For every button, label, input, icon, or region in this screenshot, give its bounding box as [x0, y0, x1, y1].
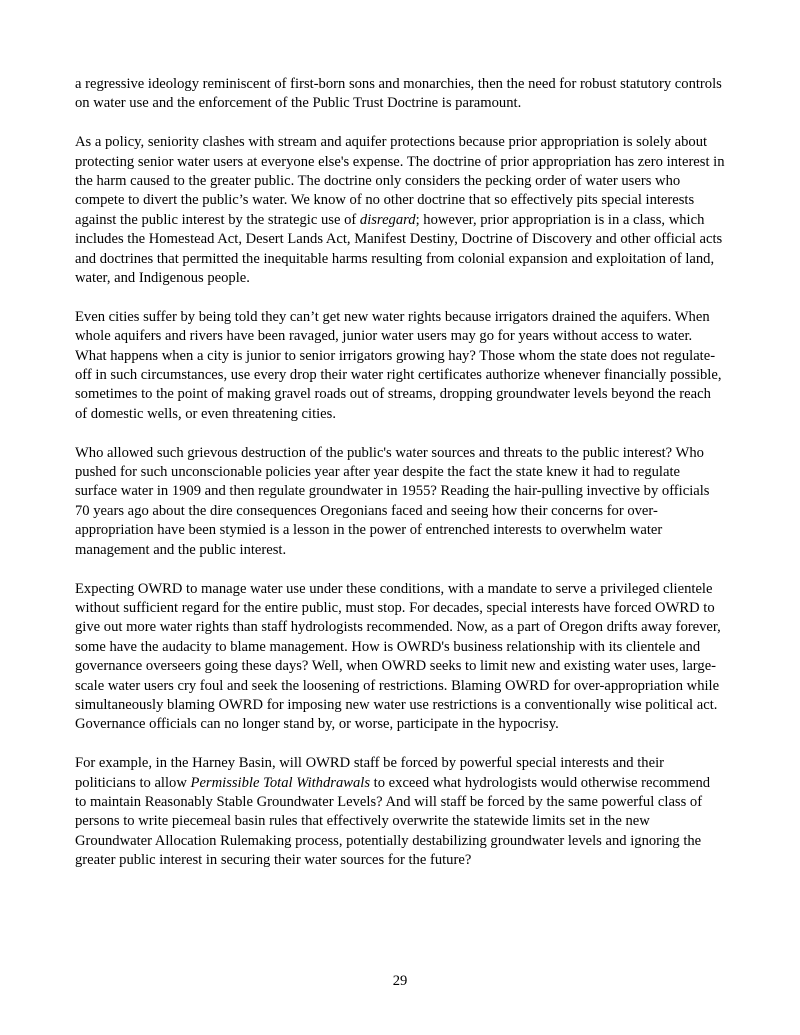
- page-number: 29: [392, 973, 408, 989]
- paragraph-2-text-b: ; however, prior appropriation is in a class, which includes the Homestead Act, Desert Lands Act, Manifest Destiny, Doctrine of Discovery and other official acts and doctrines that permitted the inequitable harms resulting from colonial expansion and exploitation of land, water, and Indigenous people.: [75, 211, 723, 287]
- paragraph-6: [75, 754, 725, 870]
- paragraph-6-emphasis: Permissible Total Withdrawals: [190, 774, 371, 791]
- body-text: [75, 75, 725, 890]
- paragraph-5: Expecting OWRD to manage water use under these conditions, with a mandate to serve a privileged clientele without sufficient regard for the entire public, must stop. For decades, special interests have forced OWRD to give out more water rights than staff hydrologists recommended. Now, as a part of Oregon drifts away forever, some have the audacity to blame management. How is OWRD's business relationship with its clientele and governance overseers going these days? Well, when OWRD seeks to limit new and existing water uses, large-scale water users cry foul and seek the loosening of restrictions. Blaming OWRD for over-appropriation while simultaneously blaming OWRD for imposing new water use restrictions is a conventionally wise political act. Governance officials can no longer stand by, or worse, participate in the hypocrisy.: [75, 580, 721, 733]
- paragraph-2-text-a: As a policy, seniority clashes with stream and aquifer protections because prior appropriation is solely about protecting senior water users at everyone else's expense. The doctrine of prior appropriation has zero interest in the harm caused to the greater public. The doctrine only considers the pecking order of water users who compete to divert the public’s water. We know of no other doctrine that so effectively pits special interests against the public interest by the strategic use of: [75, 134, 725, 228]
- paragraph-1: a regressive ideology reminiscent of first-born sons and monarchies, then the need for robust statutory controls on water use and the enforcement of the Public Trust Doctrine is paramount.: [75, 76, 722, 112]
- paragraph-4: Who allowed such grievous destruction of the public's water sources and threats to the public interest? Who pushed for such unconscionable policies year after year despite the fact the state knew it had to regulate surface water in 1909 and then regulate groundwater in 1955? Reading the hair-pulling invective by officials 70 years ago about the dire consequences Oregonians faced and seeing how their concerns for over-appropriation have been stymied is a lesson in the power of entrenched interests to overwhelm water management and the public interest.: [75, 444, 710, 558]
- paragraph-3: Even cities suffer by being told they can’t get new water rights because irrigators drained the aquifers. When whole aquifers and rivers have been ravaged, junior water users may go for years without access to water. What happens when a city is junior to senior irrigators growing hay? Those whom the state does not regulate-off in such circumstances, use every drop their water right certificates authorize whenever financially possible, sometimes to the point of making gravel roads out of streams, dropping groundwater levels beyond the reach of domestic wells, or even threatening cities.: [75, 308, 722, 422]
- paragraph-6-text-b: to exceed what hydrologists would otherwise recommend to maintain Reasonably Stable Groundwater Levels? And will staff be forced by the same powerful class of persons to write piecemeal basin rules that effectively overwrite the statewide limits set in the new Groundwater Allocation Rulemaking process, potentially destabilizing groundwater levels and ignoring the greater public interest in securing their water sources for the future?: [75, 774, 711, 869]
- paragraph-2: [75, 133, 725, 288]
- paragraph-6-text-a: For example, in the Harney Basin, will OWRD staff be forced by powerful special interests and their politicians to allow: [75, 755, 664, 791]
- paragraph-2-emphasis: disregard: [359, 211, 416, 228]
